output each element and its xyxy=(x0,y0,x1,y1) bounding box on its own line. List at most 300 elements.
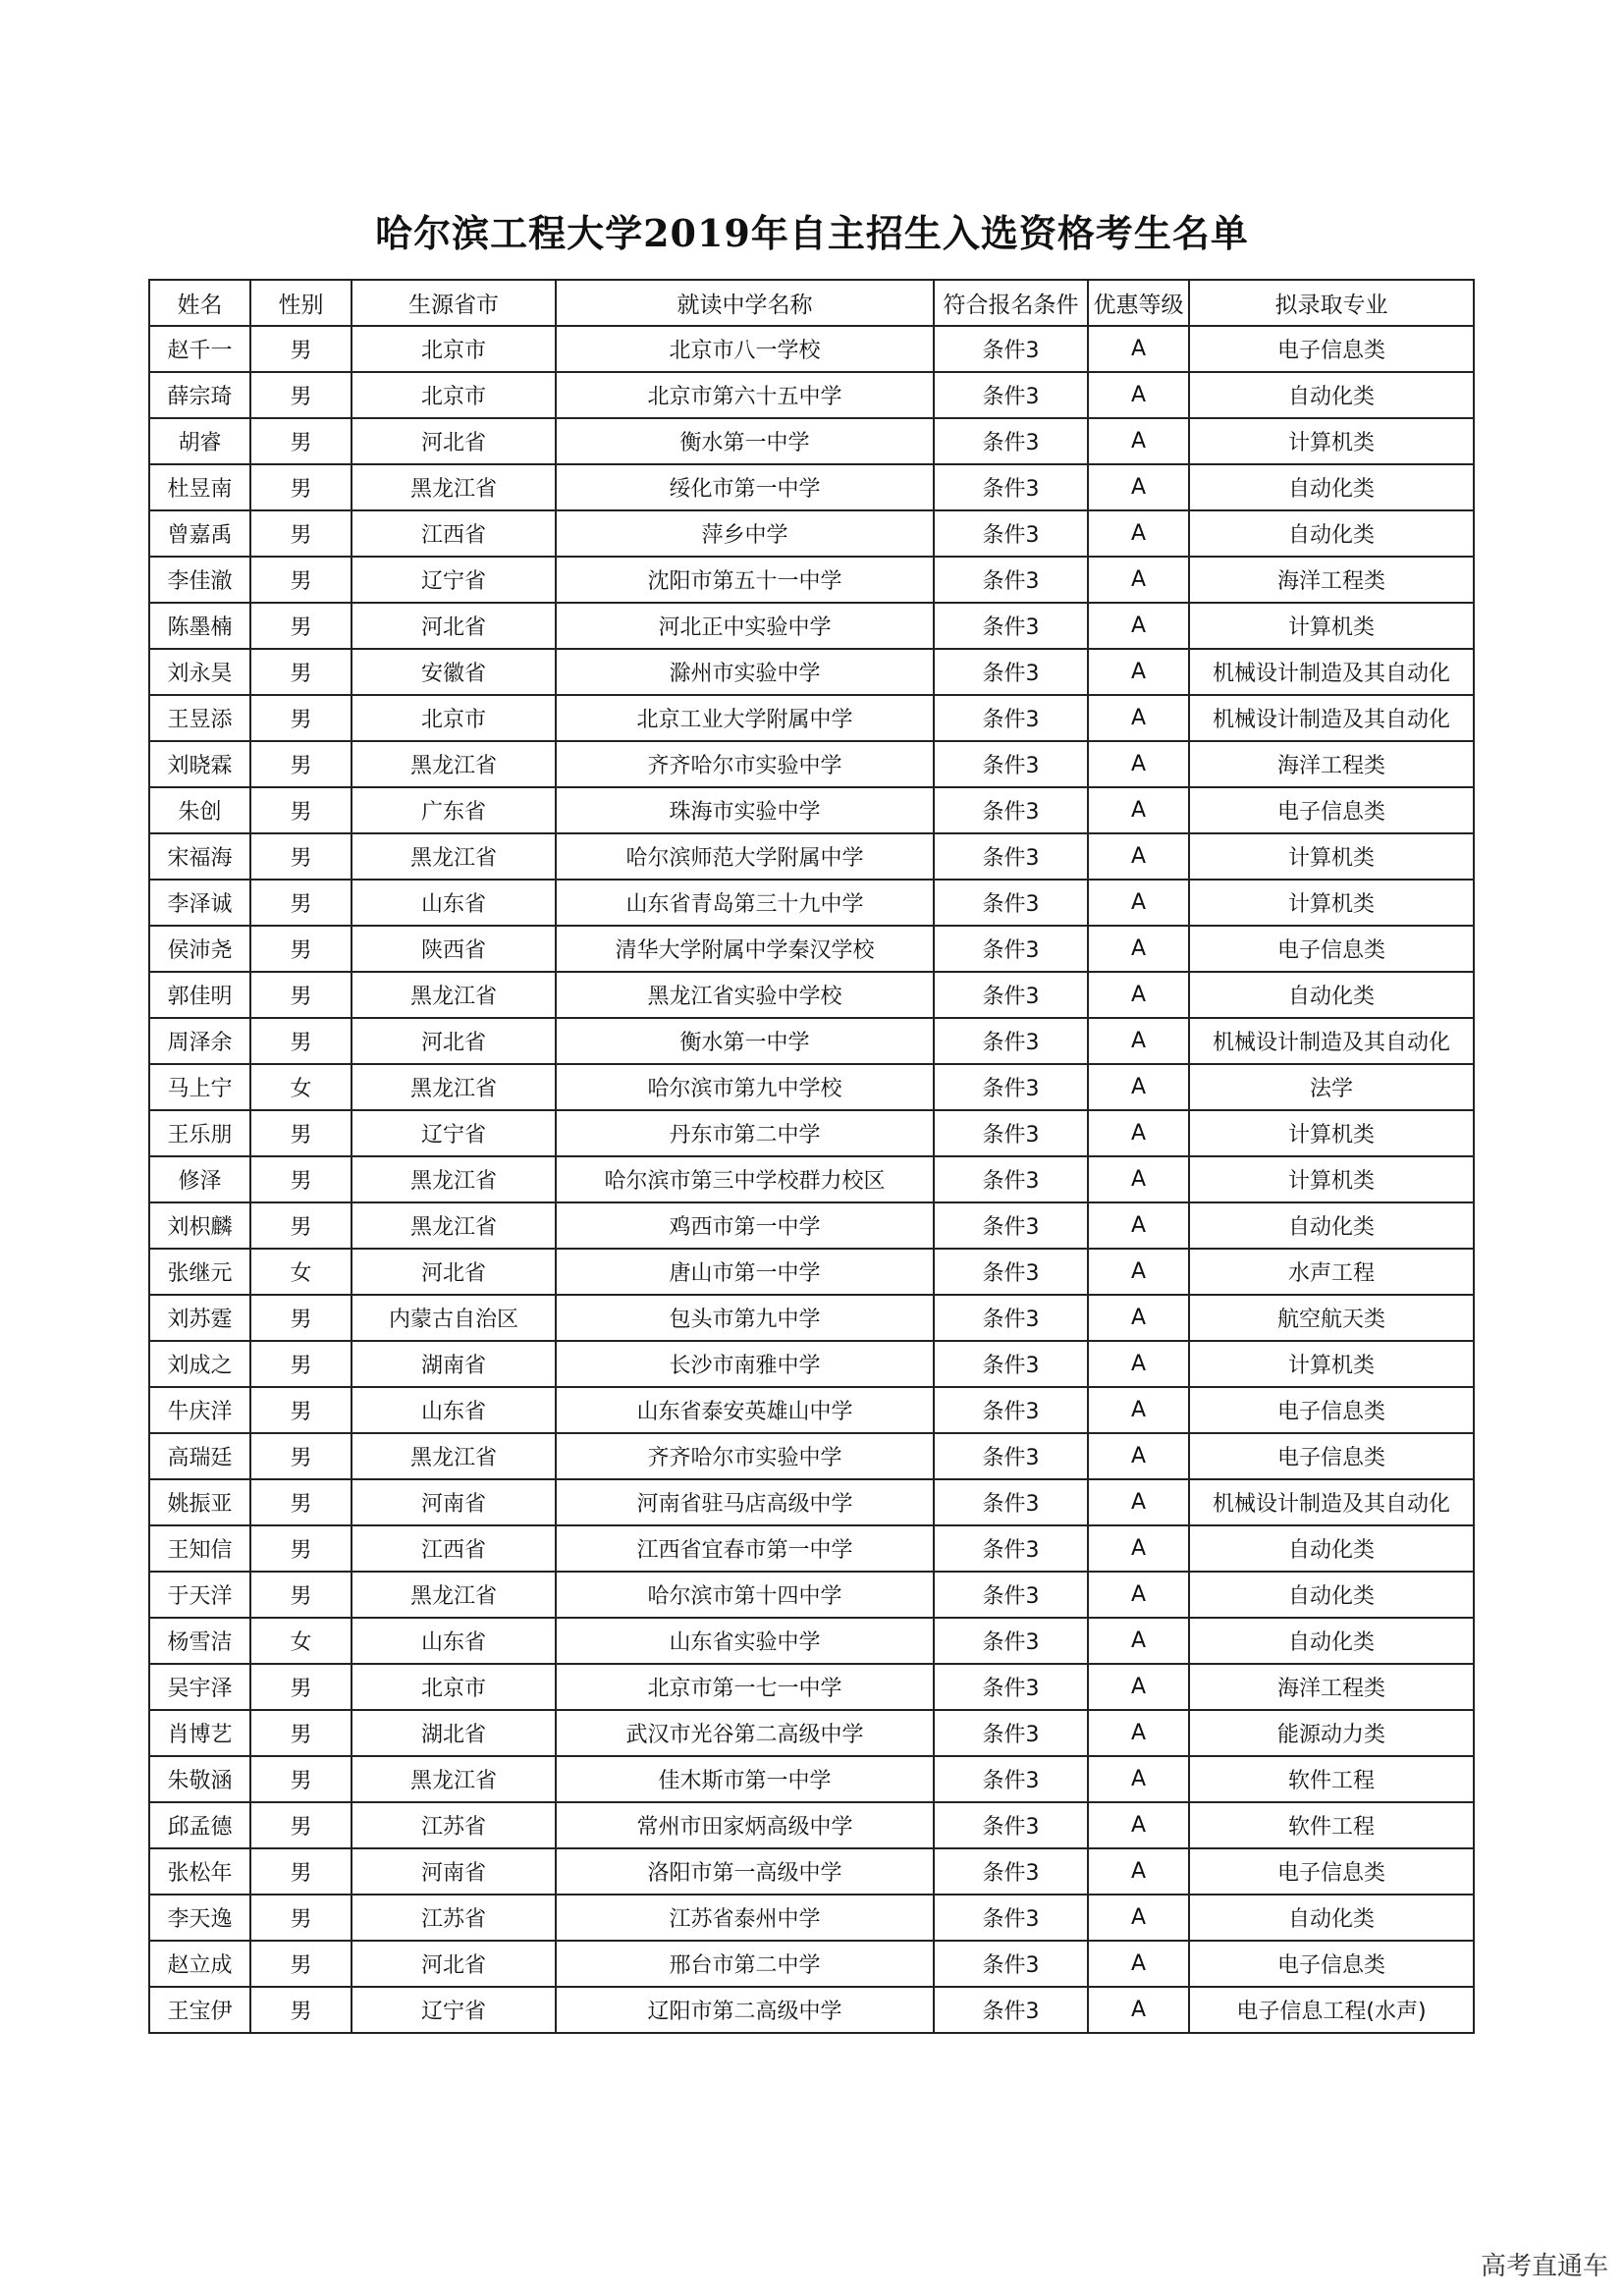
cell-school: 哈尔滨市第三中学校群力校区 xyxy=(556,1156,934,1202)
cell-school: 唐山市第一中学 xyxy=(556,1249,934,1295)
cell-province: 黑龙江省 xyxy=(352,741,556,787)
cell-name: 刘晓霖 xyxy=(149,741,250,787)
cell-major: 自动化类 xyxy=(1189,972,1474,1018)
cell-province: 河南省 xyxy=(352,1848,556,1895)
cell-name: 薛宗琦 xyxy=(149,372,250,418)
cell-school: 沈阳市第五十一中学 xyxy=(556,557,934,603)
cell-level: A xyxy=(1088,1525,1189,1572)
cell-school: 江西省宜春市第一中学 xyxy=(556,1525,934,1572)
cell-condition: 条件3 xyxy=(934,1295,1088,1341)
cell-name: 修泽 xyxy=(149,1156,250,1202)
cell-name: 李佳澈 xyxy=(149,557,250,603)
cell-school: 齐齐哈尔市实验中学 xyxy=(556,741,934,787)
cell-name: 朱敬涵 xyxy=(149,1756,250,1802)
cell-gender: 女 xyxy=(250,1618,352,1664)
cell-province: 安徽省 xyxy=(352,649,556,695)
cell-major: 电子信息类 xyxy=(1189,787,1474,833)
cell-condition: 条件3 xyxy=(934,1110,1088,1156)
cell-condition: 条件3 xyxy=(934,1756,1088,1802)
cell-school: 北京市第六十五中学 xyxy=(556,372,934,418)
cell-school: 武汉市光谷第二高级中学 xyxy=(556,1710,934,1756)
cell-condition: 条件3 xyxy=(934,464,1088,510)
cell-level: A xyxy=(1088,1618,1189,1664)
cell-major: 电子信息类 xyxy=(1189,926,1474,972)
cell-name: 侯沛尧 xyxy=(149,926,250,972)
cell-province: 北京市 xyxy=(352,372,556,418)
table-row xyxy=(149,1664,1474,1710)
cell-level: A xyxy=(1088,372,1189,418)
table-body xyxy=(149,326,1474,2033)
cell-school: 衡水第一中学 xyxy=(556,418,934,464)
cell-name: 李天逸 xyxy=(149,1895,250,1941)
cell-gender: 男 xyxy=(250,1525,352,1572)
cell-major: 计算机类 xyxy=(1189,418,1474,464)
cell-condition: 条件3 xyxy=(934,972,1088,1018)
cell-major: 航空航天类 xyxy=(1189,1295,1474,1341)
table-row xyxy=(149,649,1474,695)
cell-name: 张继元 xyxy=(149,1249,250,1295)
header-school: 就读中学名称 xyxy=(556,280,934,326)
cell-level: A xyxy=(1088,464,1189,510)
cell-level: A xyxy=(1088,1848,1189,1895)
cell-name: 刘永昊 xyxy=(149,649,250,695)
cell-province: 黑龙江省 xyxy=(352,1064,556,1110)
cell-school: 哈尔滨市第九中学校 xyxy=(556,1064,934,1110)
table-row xyxy=(149,1156,1474,1202)
cell-name: 马上宁 xyxy=(149,1064,250,1110)
table-row xyxy=(149,880,1474,926)
cell-name: 周泽余 xyxy=(149,1018,250,1064)
cell-gender: 男 xyxy=(250,880,352,926)
cell-school: 常州市田家炳高级中学 xyxy=(556,1802,934,1848)
cell-condition: 条件3 xyxy=(934,510,1088,557)
table-row xyxy=(149,1479,1474,1525)
cell-major: 自动化类 xyxy=(1189,464,1474,510)
cell-province: 河南省 xyxy=(352,1479,556,1525)
cell-name: 郭佳明 xyxy=(149,972,250,1018)
cell-major: 自动化类 xyxy=(1189,1525,1474,1572)
cell-province: 湖南省 xyxy=(352,1341,556,1387)
table-row xyxy=(149,1249,1474,1295)
cell-province: 北京市 xyxy=(352,1664,556,1710)
cell-gender: 男 xyxy=(250,741,352,787)
table-row xyxy=(149,1341,1474,1387)
table-row xyxy=(149,326,1474,372)
table-row xyxy=(149,926,1474,972)
table-row xyxy=(149,787,1474,833)
table-row xyxy=(149,1295,1474,1341)
cell-condition: 条件3 xyxy=(934,1387,1088,1433)
table-row xyxy=(149,1710,1474,1756)
cell-level: A xyxy=(1088,787,1189,833)
cell-province: 江西省 xyxy=(352,510,556,557)
header-level: 优惠等级 xyxy=(1088,280,1189,326)
cell-major: 海洋工程类 xyxy=(1189,557,1474,603)
cell-school: 河北正中实验中学 xyxy=(556,603,934,649)
cell-province: 黑龙江省 xyxy=(352,1156,556,1202)
cell-level: A xyxy=(1088,1341,1189,1387)
table-row xyxy=(149,1110,1474,1156)
cell-level: A xyxy=(1088,649,1189,695)
cell-gender: 男 xyxy=(250,1848,352,1895)
cell-condition: 条件3 xyxy=(934,326,1088,372)
cell-condition: 条件3 xyxy=(934,1802,1088,1848)
cell-major: 自动化类 xyxy=(1189,1572,1474,1618)
cell-gender: 男 xyxy=(250,1110,352,1156)
header-province: 生源省市 xyxy=(352,280,556,326)
cell-gender: 男 xyxy=(250,1987,352,2033)
cell-name: 赵立成 xyxy=(149,1941,250,1987)
cell-major: 自动化类 xyxy=(1189,510,1474,557)
table-row xyxy=(149,557,1474,603)
cell-level: A xyxy=(1088,695,1189,741)
cell-name: 李泽诚 xyxy=(149,880,250,926)
cell-gender: 男 xyxy=(250,833,352,880)
cell-name: 王宝伊 xyxy=(149,1987,250,2033)
cell-name: 邱孟德 xyxy=(149,1802,250,1848)
cell-gender: 男 xyxy=(250,1572,352,1618)
cell-condition: 条件3 xyxy=(934,649,1088,695)
cell-gender: 男 xyxy=(250,926,352,972)
cell-condition: 条件3 xyxy=(934,1341,1088,1387)
cell-school: 萍乡中学 xyxy=(556,510,934,557)
cell-level: A xyxy=(1088,1479,1189,1525)
cell-name: 杜昱南 xyxy=(149,464,250,510)
cell-level: A xyxy=(1088,972,1189,1018)
cell-major: 电子信息类 xyxy=(1189,1433,1474,1479)
cell-province: 河北省 xyxy=(352,418,556,464)
cell-condition: 条件3 xyxy=(934,1987,1088,2033)
cell-school: 佳木斯市第一中学 xyxy=(556,1756,934,1802)
watermark: 高考直通车 xyxy=(1480,2252,1608,2281)
cell-province: 河北省 xyxy=(352,1018,556,1064)
cell-condition: 条件3 xyxy=(934,1202,1088,1249)
table-row xyxy=(149,741,1474,787)
cell-level: A xyxy=(1088,1941,1189,1987)
cell-gender: 男 xyxy=(250,1156,352,1202)
candidate-table xyxy=(148,279,1475,2034)
cell-name: 高瑞廷 xyxy=(149,1433,250,1479)
cell-gender: 男 xyxy=(250,1387,352,1433)
cell-school: 山东省实验中学 xyxy=(556,1618,934,1664)
cell-gender: 男 xyxy=(250,1202,352,1249)
cell-condition: 条件3 xyxy=(934,1664,1088,1710)
table-row xyxy=(149,1848,1474,1895)
cell-level: A xyxy=(1088,557,1189,603)
table-row xyxy=(149,1202,1474,1249)
cell-level: A xyxy=(1088,833,1189,880)
cell-major: 机械设计制造及其自动化 xyxy=(1189,695,1474,741)
cell-name: 牛庆洋 xyxy=(149,1387,250,1433)
cell-condition: 条件3 xyxy=(934,1479,1088,1525)
table-row xyxy=(149,464,1474,510)
cell-level: A xyxy=(1088,1387,1189,1433)
cell-condition: 条件3 xyxy=(934,1572,1088,1618)
cell-name: 肖博艺 xyxy=(149,1710,250,1756)
cell-province: 辽宁省 xyxy=(352,557,556,603)
cell-school: 珠海市实验中学 xyxy=(556,787,934,833)
cell-condition: 条件3 xyxy=(934,1618,1088,1664)
cell-school: 北京工业大学附属中学 xyxy=(556,695,934,741)
cell-major: 计算机类 xyxy=(1189,1341,1474,1387)
cell-major: 电子信息类 xyxy=(1189,326,1474,372)
header-major: 拟录取专业 xyxy=(1189,280,1474,326)
cell-major: 电子信息工程(水声) xyxy=(1189,1987,1474,2033)
cell-province: 黑龙江省 xyxy=(352,1572,556,1618)
cell-name: 赵千一 xyxy=(149,326,250,372)
cell-gender: 女 xyxy=(250,1064,352,1110)
cell-condition: 条件3 xyxy=(934,1848,1088,1895)
cell-major: 计算机类 xyxy=(1189,603,1474,649)
cell-level: A xyxy=(1088,326,1189,372)
cell-name: 王昱添 xyxy=(149,695,250,741)
cell-gender: 男 xyxy=(250,1479,352,1525)
cell-condition: 条件3 xyxy=(934,1941,1088,1987)
cell-province: 辽宁省 xyxy=(352,1987,556,2033)
cell-school: 山东省青岛第三十九中学 xyxy=(556,880,934,926)
cell-name: 刘枳麟 xyxy=(149,1202,250,1249)
cell-province: 山东省 xyxy=(352,1618,556,1664)
cell-major: 电子信息类 xyxy=(1189,1387,1474,1433)
table-row xyxy=(149,1756,1474,1802)
header-name: 姓名 xyxy=(149,280,250,326)
table-row xyxy=(149,418,1474,464)
cell-condition: 条件3 xyxy=(934,880,1088,926)
header-condition: 符合报名条件 xyxy=(934,280,1088,326)
cell-level: A xyxy=(1088,510,1189,557)
cell-major: 水声工程 xyxy=(1189,1249,1474,1295)
cell-gender: 男 xyxy=(250,372,352,418)
cell-school: 江苏省泰州中学 xyxy=(556,1895,934,1941)
cell-major: 计算机类 xyxy=(1189,880,1474,926)
cell-name: 吴宇泽 xyxy=(149,1664,250,1710)
cell-level: A xyxy=(1088,1710,1189,1756)
cell-gender: 男 xyxy=(250,1433,352,1479)
cell-gender: 男 xyxy=(250,1664,352,1710)
cell-name: 胡睿 xyxy=(149,418,250,464)
cell-gender: 男 xyxy=(250,1941,352,1987)
cell-condition: 条件3 xyxy=(934,695,1088,741)
cell-province: 山东省 xyxy=(352,880,556,926)
cell-province: 山东省 xyxy=(352,1387,556,1433)
cell-province: 江西省 xyxy=(352,1525,556,1572)
table-row xyxy=(149,1987,1474,2033)
cell-condition: 条件3 xyxy=(934,1249,1088,1295)
cell-school: 河南省驻马店高级中学 xyxy=(556,1479,934,1525)
table-row xyxy=(149,603,1474,649)
cell-major: 计算机类 xyxy=(1189,1110,1474,1156)
cell-name: 刘苏霆 xyxy=(149,1295,250,1341)
cell-condition: 条件3 xyxy=(934,741,1088,787)
cell-province: 湖北省 xyxy=(352,1710,556,1756)
cell-condition: 条件3 xyxy=(934,1156,1088,1202)
cell-name: 姚振亚 xyxy=(149,1479,250,1525)
cell-province: 黑龙江省 xyxy=(352,1433,556,1479)
cell-province: 黑龙江省 xyxy=(352,464,556,510)
table-row xyxy=(149,510,1474,557)
cell-major: 电子信息类 xyxy=(1189,1848,1474,1895)
cell-school: 丹东市第二中学 xyxy=(556,1110,934,1156)
cell-school: 山东省泰安英雄山中学 xyxy=(556,1387,934,1433)
cell-school: 北京市第一七一中学 xyxy=(556,1664,934,1710)
cell-name: 杨雪洁 xyxy=(149,1618,250,1664)
cell-major: 海洋工程类 xyxy=(1189,741,1474,787)
cell-major: 自动化类 xyxy=(1189,1202,1474,1249)
cell-school: 辽阳市第二高级中学 xyxy=(556,1987,934,2033)
cell-condition: 条件3 xyxy=(934,1018,1088,1064)
table-row xyxy=(149,1018,1474,1064)
cell-gender: 男 xyxy=(250,1710,352,1756)
table-row xyxy=(149,833,1474,880)
cell-level: A xyxy=(1088,1018,1189,1064)
page-title: 哈尔滨工程大学2019年自主招生入选资格考生名单 xyxy=(375,211,1249,255)
cell-gender: 男 xyxy=(250,695,352,741)
cell-gender: 男 xyxy=(250,1756,352,1802)
cell-condition: 条件3 xyxy=(934,833,1088,880)
cell-name: 王知信 xyxy=(149,1525,250,1572)
cell-major: 机械设计制造及其自动化 xyxy=(1189,1018,1474,1064)
cell-major: 自动化类 xyxy=(1189,372,1474,418)
cell-major: 自动化类 xyxy=(1189,1618,1474,1664)
cell-school: 哈尔滨师范大学附属中学 xyxy=(556,833,934,880)
cell-province: 广东省 xyxy=(352,787,556,833)
cell-major: 机械设计制造及其自动化 xyxy=(1189,649,1474,695)
cell-province: 河北省 xyxy=(352,1249,556,1295)
cell-gender: 男 xyxy=(250,510,352,557)
table-row xyxy=(149,1895,1474,1941)
cell-gender: 男 xyxy=(250,1341,352,1387)
cell-province: 江苏省 xyxy=(352,1895,556,1941)
cell-level: A xyxy=(1088,1756,1189,1802)
cell-province: 北京市 xyxy=(352,326,556,372)
cell-province: 北京市 xyxy=(352,695,556,741)
cell-level: A xyxy=(1088,603,1189,649)
cell-major: 软件工程 xyxy=(1189,1756,1474,1802)
cell-major: 海洋工程类 xyxy=(1189,1664,1474,1710)
cell-province: 江苏省 xyxy=(352,1802,556,1848)
cell-level: A xyxy=(1088,1572,1189,1618)
cell-major: 自动化类 xyxy=(1189,1895,1474,1941)
cell-school: 黑龙江省实验中学校 xyxy=(556,972,934,1018)
cell-province: 辽宁省 xyxy=(352,1110,556,1156)
cell-level: A xyxy=(1088,1802,1189,1848)
table-row xyxy=(149,695,1474,741)
table-row xyxy=(149,1433,1474,1479)
cell-level: A xyxy=(1088,1156,1189,1202)
cell-province: 内蒙古自治区 xyxy=(352,1295,556,1341)
cell-gender: 男 xyxy=(250,603,352,649)
table-row xyxy=(149,1572,1474,1618)
cell-condition: 条件3 xyxy=(934,926,1088,972)
cell-province: 黑龙江省 xyxy=(352,833,556,880)
cell-level: A xyxy=(1088,1064,1189,1110)
cell-condition: 条件3 xyxy=(934,418,1088,464)
cell-gender: 男 xyxy=(250,972,352,1018)
cell-province: 黑龙江省 xyxy=(352,1756,556,1802)
cell-condition: 条件3 xyxy=(934,372,1088,418)
cell-level: A xyxy=(1088,418,1189,464)
cell-name: 王乐朋 xyxy=(149,1110,250,1156)
cell-level: A xyxy=(1088,1664,1189,1710)
cell-level: A xyxy=(1088,741,1189,787)
cell-major: 计算机类 xyxy=(1189,1156,1474,1202)
cell-level: A xyxy=(1088,1249,1189,1295)
cell-school: 衡水第一中学 xyxy=(556,1018,934,1064)
cell-major: 法学 xyxy=(1189,1064,1474,1110)
cell-gender: 男 xyxy=(250,1895,352,1941)
cell-name: 宋福海 xyxy=(149,833,250,880)
cell-condition: 条件3 xyxy=(934,787,1088,833)
header-gender: 性别 xyxy=(250,280,352,326)
cell-school: 齐齐哈尔市实验中学 xyxy=(556,1433,934,1479)
cell-school: 清华大学附属中学秦汉学校 xyxy=(556,926,934,972)
cell-condition: 条件3 xyxy=(934,1525,1088,1572)
cell-gender: 男 xyxy=(250,418,352,464)
cell-school: 长沙市南雅中学 xyxy=(556,1341,934,1387)
cell-school: 包头市第九中学 xyxy=(556,1295,934,1341)
cell-name: 张松年 xyxy=(149,1848,250,1895)
header-row xyxy=(149,280,1474,326)
table-row xyxy=(149,1802,1474,1848)
cell-level: A xyxy=(1088,1110,1189,1156)
cell-province: 黑龙江省 xyxy=(352,972,556,1018)
table-row xyxy=(149,1941,1474,1987)
cell-major: 能源动力类 xyxy=(1189,1710,1474,1756)
cell-major: 软件工程 xyxy=(1189,1802,1474,1848)
cell-school: 北京市八一学校 xyxy=(556,326,934,372)
cell-gender: 男 xyxy=(250,649,352,695)
cell-gender: 男 xyxy=(250,326,352,372)
cell-major: 电子信息类 xyxy=(1189,1941,1474,1987)
cell-school: 哈尔滨市第十四中学 xyxy=(556,1572,934,1618)
cell-level: A xyxy=(1088,1433,1189,1479)
cell-gender: 男 xyxy=(250,1018,352,1064)
cell-level: A xyxy=(1088,926,1189,972)
table-row xyxy=(149,972,1474,1018)
table-row xyxy=(149,1064,1474,1110)
cell-condition: 条件3 xyxy=(934,1895,1088,1941)
cell-province: 河北省 xyxy=(352,1941,556,1987)
cell-name: 朱创 xyxy=(149,787,250,833)
cell-province: 陕西省 xyxy=(352,926,556,972)
cell-name: 于天洋 xyxy=(149,1572,250,1618)
cell-name: 曾嘉禹 xyxy=(149,510,250,557)
cell-level: A xyxy=(1088,1295,1189,1341)
cell-condition: 条件3 xyxy=(934,603,1088,649)
cell-condition: 条件3 xyxy=(934,1433,1088,1479)
cell-gender: 男 xyxy=(250,787,352,833)
cell-school: 鸡西市第一中学 xyxy=(556,1202,934,1249)
cell-school: 绥化市第一中学 xyxy=(556,464,934,510)
table-row xyxy=(149,1387,1474,1433)
table-row xyxy=(149,372,1474,418)
cell-name: 刘成之 xyxy=(149,1341,250,1387)
cell-school: 邢台市第二中学 xyxy=(556,1941,934,1987)
cell-gender: 男 xyxy=(250,464,352,510)
cell-level: A xyxy=(1088,880,1189,926)
cell-gender: 男 xyxy=(250,1802,352,1848)
cell-gender: 男 xyxy=(250,557,352,603)
cell-condition: 条件3 xyxy=(934,557,1088,603)
cell-gender: 男 xyxy=(250,1295,352,1341)
table-row xyxy=(149,1525,1474,1572)
cell-province: 黑龙江省 xyxy=(352,1202,556,1249)
cell-condition: 条件3 xyxy=(934,1710,1088,1756)
cell-school: 洛阳市第一高级中学 xyxy=(556,1848,934,1895)
cell-province: 河北省 xyxy=(352,603,556,649)
cell-level: A xyxy=(1088,1987,1189,2033)
cell-level: A xyxy=(1088,1202,1189,1249)
